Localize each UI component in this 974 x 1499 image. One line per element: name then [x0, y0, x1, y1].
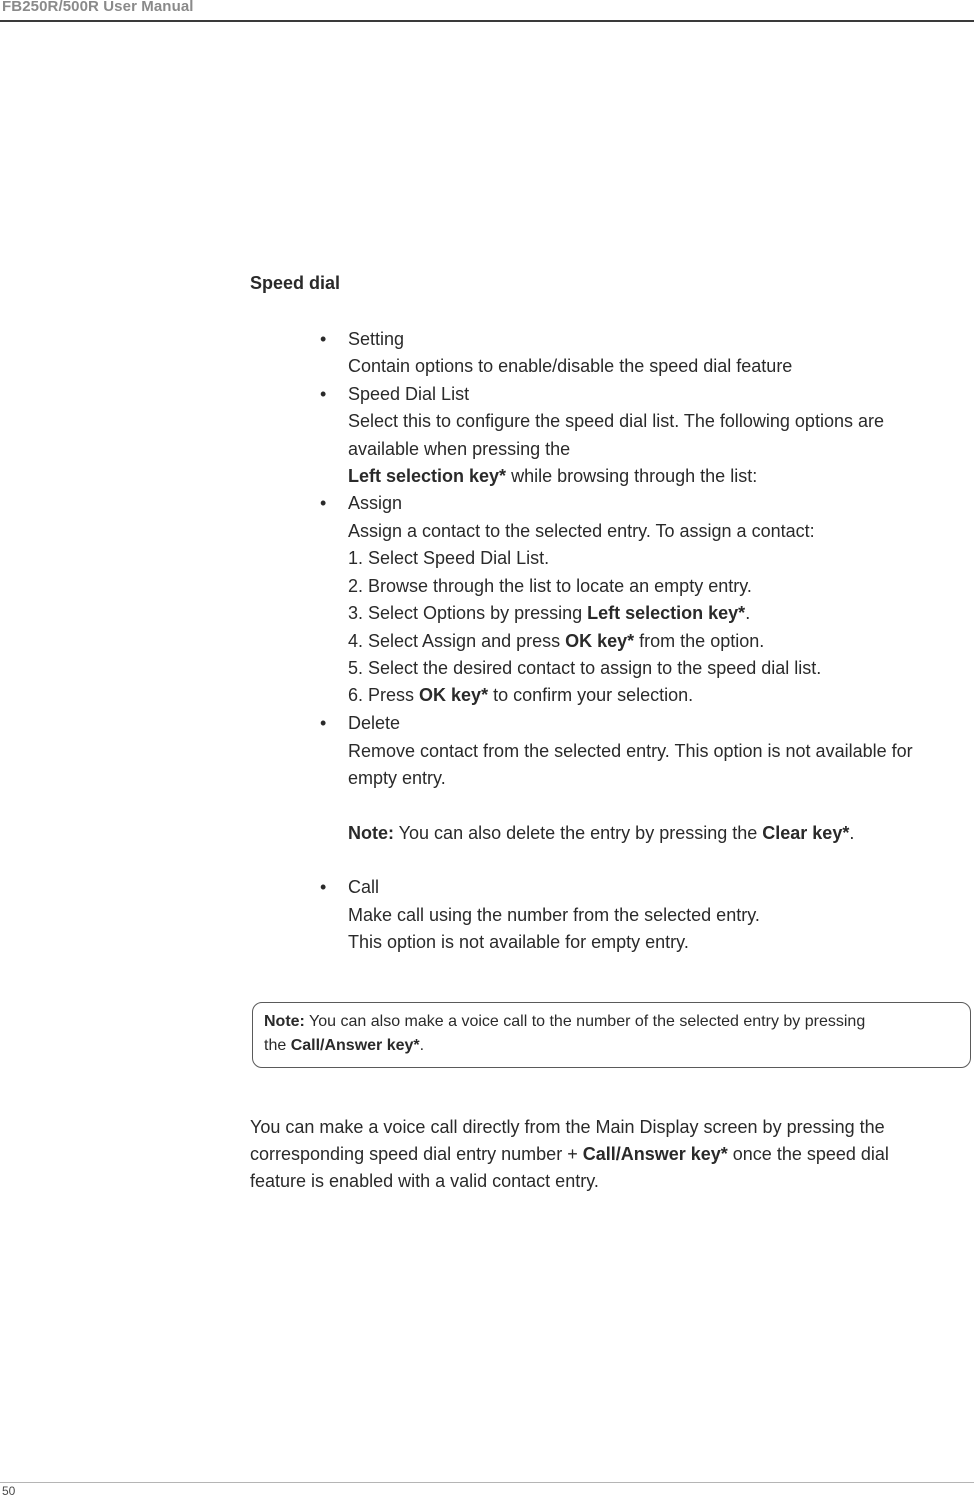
item-assign-label: Assign	[348, 493, 403, 513]
note-callout-line-2: the Call/Answer key*.	[264, 1037, 425, 1054]
item-call-description-1: Make call using the number from the selected entry.	[348, 905, 760, 925]
bullet-setting: •	[320, 329, 327, 349]
bullet-assign: •	[320, 493, 327, 513]
left-selection-key-label: Left selection key*	[348, 466, 507, 486]
footer-divider	[0, 1482, 974, 1483]
assign-step-4: 4. Select Assign and press OK key* from the option.	[348, 631, 765, 651]
assign-step-1: 1. Select Speed Dial List.	[348, 548, 550, 568]
item-speed-dial-list-label: Speed Dial List	[348, 384, 470, 404]
section-title: Speed dial	[250, 273, 341, 293]
note-callout-line-1: Note: You can also make a voice call to the number of the selected entry by pressing	[264, 1013, 866, 1030]
item-setting-description: Contain options to enable/disable the speed dial feature	[348, 356, 793, 376]
item-speed-dial-list-description-2: available when pressing the	[348, 439, 571, 459]
body-paragraph-line-3: feature is enabled with a valid contact entry.	[250, 1171, 599, 1191]
assign-step-5: 5. Select the desired contact to assign to the speed dial list.	[348, 658, 822, 678]
bullet-speed-dial-list: •	[320, 384, 327, 404]
item-delete-label: Delete	[348, 713, 401, 733]
delete-note: Note: You can also delete the entry by pressing the Clear key*.	[348, 823, 855, 843]
item-delete-description-1: Remove contact from the selected entry. This option is not available for	[348, 741, 913, 761]
assign-step-3: 3. Select Options by pressing Left selection key*.	[348, 603, 751, 623]
body-paragraph-line-1: You can make a voice call directly from the Main Display screen by pressing the	[250, 1117, 885, 1137]
manual-header-title: FB250R/500R User Manual	[2, 0, 194, 15]
assign-step-2: 2. Browse through the list to locate an empty entry.	[348, 576, 752, 596]
bullet-delete: •	[320, 713, 327, 733]
bullet-call: •	[320, 877, 327, 897]
item-call-description-2: This option is not available for empty entry.	[348, 932, 689, 952]
page-number: 50	[2, 1484, 16, 1498]
header-divider	[0, 20, 974, 22]
item-setting-label: Setting	[348, 329, 405, 349]
item-call-label: Call	[348, 877, 380, 897]
item-speed-dial-list-description-1: Select this to configure the speed dial list. The following options are	[348, 411, 884, 431]
item-delete-description-2: empty entry.	[348, 768, 446, 788]
body-paragraph-line-2: corresponding speed dial entry number + Call/Answer key* once the speed dial	[250, 1144, 889, 1164]
item-assign-intro: Assign a contact to the selected entry. To assign a contact:	[348, 521, 815, 541]
assign-step-6: 6. Press OK key* to confirm your selection.	[348, 685, 694, 705]
item-speed-dial-list-description-3: Left selection key* while browsing through the list:	[348, 466, 758, 486]
